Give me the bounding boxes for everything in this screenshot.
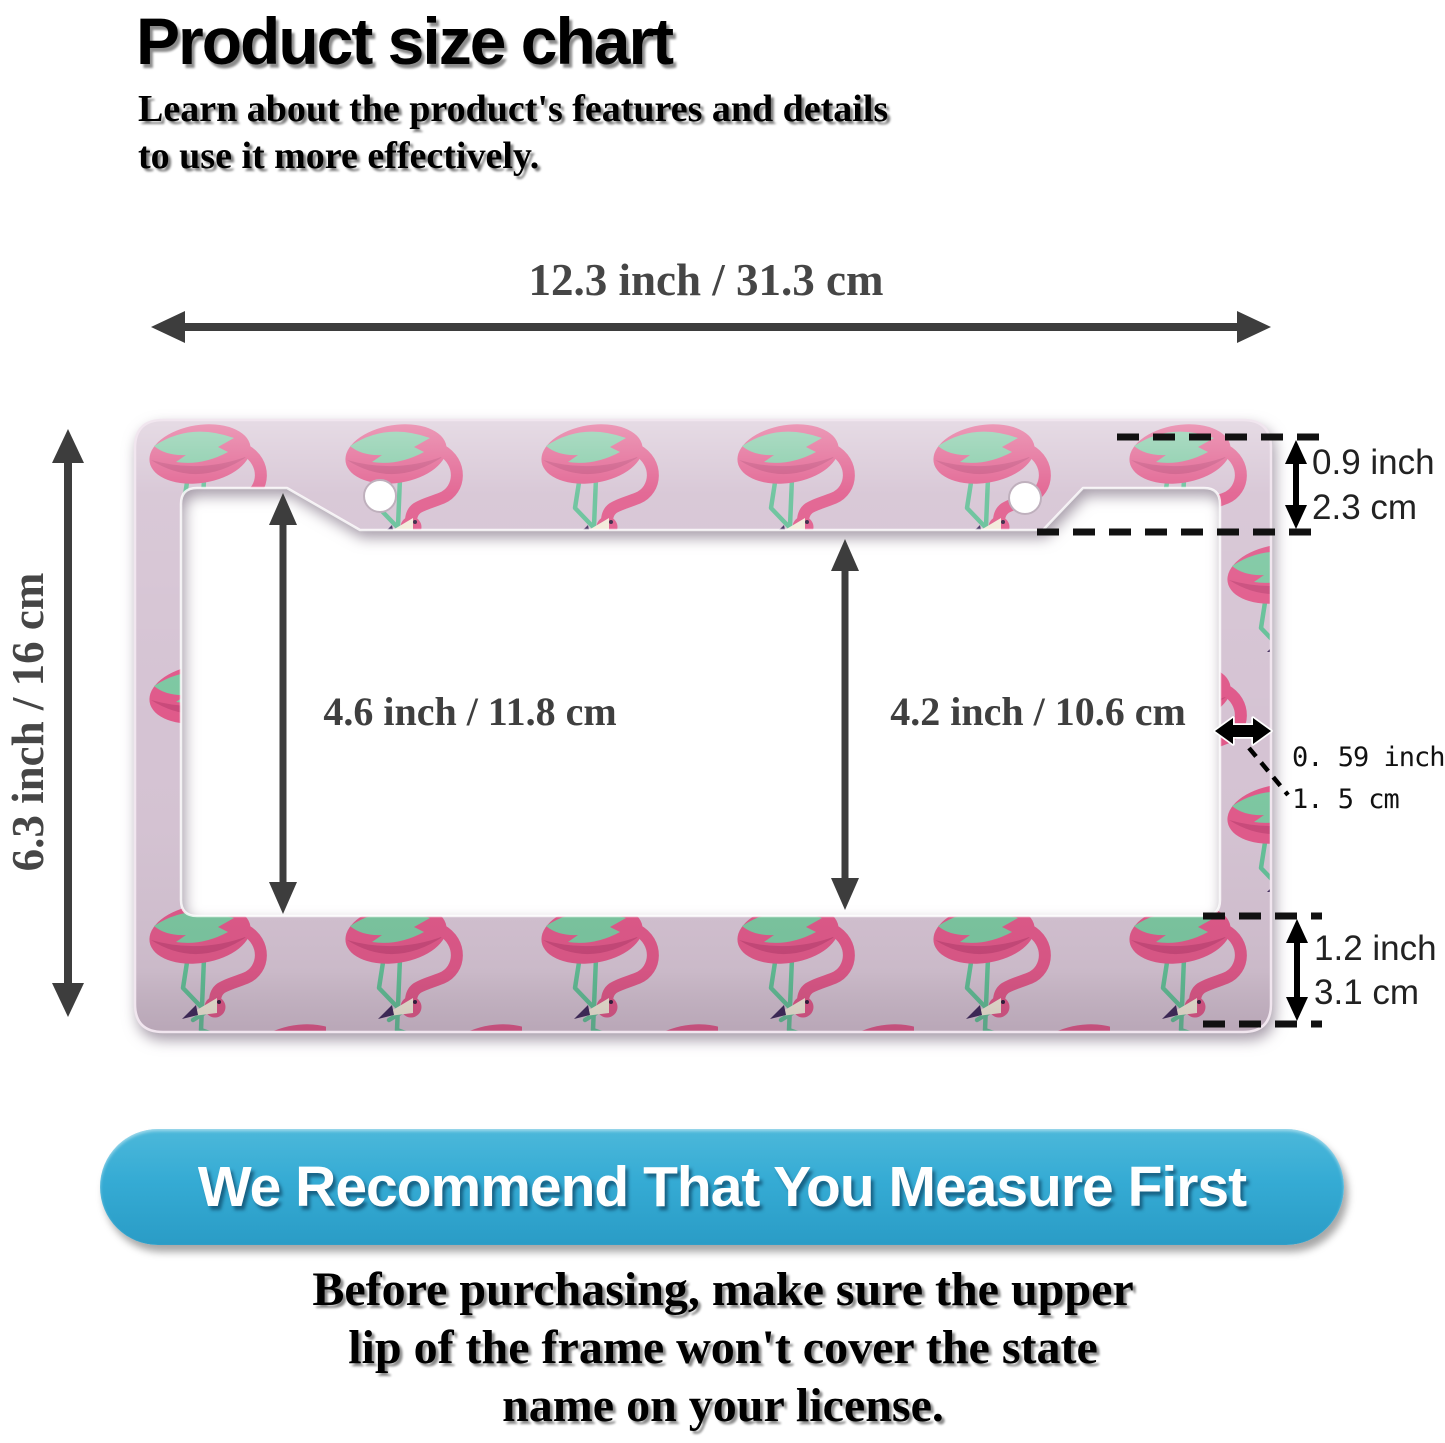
top-lip-cm-label: 2.3 cm <box>1312 488 1418 527</box>
total-height-label: 6.3 inch / 16 cm <box>3 572 53 872</box>
bottom-rail-guides <box>1203 916 1322 1024</box>
purchase-note-line-1: Before purchasing, make sure the upper <box>312 1263 1134 1316</box>
purchase-note-line-3: name on your license. <box>502 1379 944 1432</box>
side-rail-cm-label: 1. 5 cm <box>1292 784 1399 815</box>
inner-height-left-label: 4.6 inch / 11.8 cm <box>323 689 617 734</box>
subtitle-line-2: to use it more effectively. <box>138 135 540 177</box>
recommendation-banner <box>100 1129 1344 1245</box>
subtitle-line-1: Learn about the product's features and details <box>138 88 889 130</box>
total-width-arrow <box>151 311 1271 343</box>
top-lip-inch-label: 0.9 inch <box>1312 443 1435 482</box>
side-rail-inch-label: 0. 59 inch <box>1292 742 1445 773</box>
purchase-note-line-2: lip of the frame won't cover the state <box>348 1321 1098 1374</box>
top-lip-guides <box>1037 437 1322 532</box>
page-title: Product size chart <box>136 4 673 78</box>
total-height-arrow <box>52 429 84 1017</box>
bottom-rail-inch-label: 1.2 inch <box>1314 929 1437 968</box>
total-width-label: 12.3 inch / 31.3 cm <box>528 255 884 305</box>
purchase-note <box>103 1261 1343 1435</box>
recommendation-banner-text: We Recommend That You Measure First <box>197 1155 1247 1219</box>
inner-height-right-label: 4.2 inch / 10.6 cm <box>890 689 1186 734</box>
bottom-rail-cm-label: 3.1 cm <box>1314 973 1420 1012</box>
